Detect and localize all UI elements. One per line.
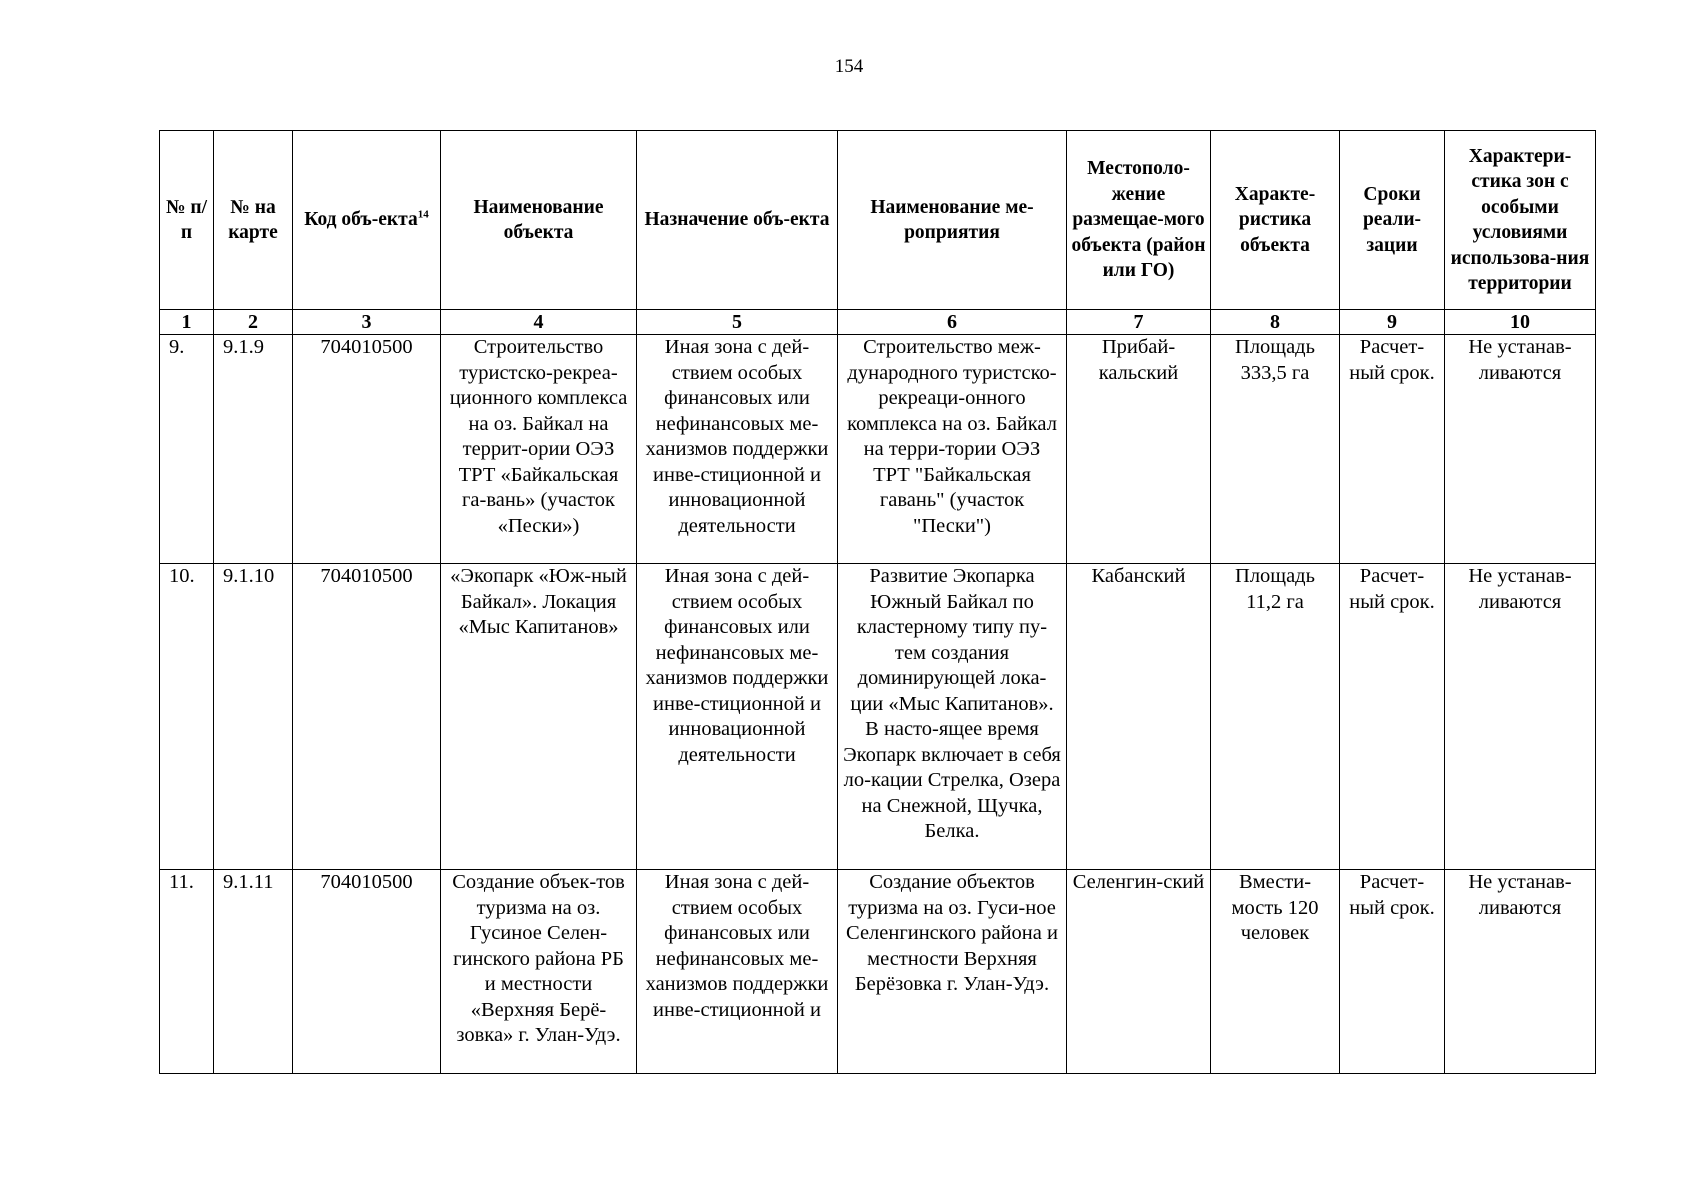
cell-term: Расчет-ный срок.: [1340, 870, 1445, 1074]
cell-object-code: 704010500: [293, 335, 441, 564]
column-number: 6: [838, 310, 1067, 335]
cell-location: Прибай-кальский: [1067, 335, 1211, 564]
header-cell-characteristic: Характе-ристика объекта: [1211, 131, 1340, 310]
column-number: 8: [1211, 310, 1340, 335]
cell-term: Расчет-ный срок.: [1340, 335, 1445, 564]
cell-characteristic: Вмести-мость 120 человек: [1211, 870, 1340, 1074]
table-header-row: [160, 131, 1596, 310]
column-number: 9: [1340, 310, 1445, 335]
header-cell-object-name: Наименование объекта: [441, 131, 637, 310]
cell-number: 9.: [160, 335, 214, 564]
cell-characteristic: Площадь 11,2 га: [1211, 564, 1340, 870]
footnote-marker: 14: [417, 208, 429, 221]
cell-event-name: Развитие Экопарка Южный Байкал по кластерному типу пу-тем создания доминирующей лока-ции «Мыс Капитанов». В насто-ящее время Экопарк включает в себя ло-кации Стрелка, Озера на Снежной, Щучка, Белка.: [838, 564, 1067, 870]
header-cell-zones: Характери-стика зон с особыми условиями использова-ния территории: [1445, 131, 1596, 310]
column-number: 4: [441, 310, 637, 335]
cell-number: 10.: [160, 564, 214, 870]
objects-table: [159, 130, 1596, 1074]
cell-zones: Не устанав-ливаются: [1445, 564, 1596, 870]
table-row: [160, 335, 1596, 564]
cell-object-name: «Экопарк «Юж-ный Байкал». Локация «Мыс Капитанов»: [441, 564, 637, 870]
cell-event-name: Создание объектов туризма на оз. Гуси-ное Селенгинского района и местности Верхняя Берёзовка г. Улан-Удэ.: [838, 870, 1067, 1074]
table-row: [160, 564, 1596, 870]
header-cell-map-number: № на карте: [214, 131, 293, 310]
header-cell-number: № п/п: [160, 131, 214, 310]
cell-map-number: 9.1.10: [214, 564, 293, 870]
cell-location: Селенгин-ский: [1067, 870, 1211, 1074]
cell-object-code: 704010500: [293, 870, 441, 1074]
cell-characteristic: Площадь 333,5 га: [1211, 335, 1340, 564]
cell-map-number: 9.1.11: [214, 870, 293, 1074]
cell-term: Расчет-ный срок.: [1340, 564, 1445, 870]
cell-zones: Не устанав-ливаются: [1445, 335, 1596, 564]
cell-zones: Не устанав-ливаются: [1445, 870, 1596, 1074]
column-number-row: [160, 310, 1596, 335]
cell-object-purpose: Иная зона с дей-ствием особых финансовых или нефинансовых ме-ханизмов поддержки инве-стиционной и инновационной деятельности: [637, 335, 838, 564]
header-cell-location: Местополо-жение размещае-мого объекта (район или ГО): [1067, 131, 1211, 310]
header-cell-event-name: Наименование ме-роприятия: [838, 131, 1067, 310]
column-number: 7: [1067, 310, 1211, 335]
header-cell-term: Сроки реали-зации: [1340, 131, 1445, 310]
table-row: [160, 870, 1596, 1074]
cell-object-purpose: Иная зона с дей-ствием особых финансовых или нефинансовых ме-ханизмов поддержки инве-стиционной и инновационной деятельности: [637, 564, 838, 870]
cell-object-purpose: Иная зона с дей-ствием особых финансовых или нефинансовых ме-ханизмов поддержки инве-стиционной и: [637, 870, 838, 1074]
header-cell-object-code: Код объ-екта$^{14}$: [293, 131, 441, 310]
column-number: 2: [214, 310, 293, 335]
header-cell-object-purpose: Назначение объ-екта: [637, 131, 838, 310]
cell-object-name: Строительство туристско-рекреа-ционного комплекса на оз. Байкал на террит-ории ОЭЗ ТРТ «Байкальская га-вань» (участок «Пески»): [441, 335, 637, 564]
column-number: 3: [293, 310, 441, 335]
cell-location: Кабанский: [1067, 564, 1211, 870]
column-number: 5: [637, 310, 838, 335]
cell-object-code: 704010500: [293, 564, 441, 870]
cell-event-name: Строительство меж-дународного туристско-рекреаци-онного комплекса на оз. Байкал на терри-тории ОЭЗ ТРТ "Байкальская гавань" (участок "Пески"): [838, 335, 1067, 564]
cell-object-name: Создание объек-тов туризма на оз. Гусиное Селен-гинского района РБ и местности «Верхняя Берё-зовка» г. Улан-Удэ.: [441, 870, 637, 1074]
page-number: 154: [834, 56, 864, 77]
column-number: 10: [1445, 310, 1596, 335]
cell-map-number: 9.1.9: [214, 335, 293, 564]
column-number: 1: [160, 310, 214, 335]
cell-number: 11.: [160, 870, 214, 1074]
